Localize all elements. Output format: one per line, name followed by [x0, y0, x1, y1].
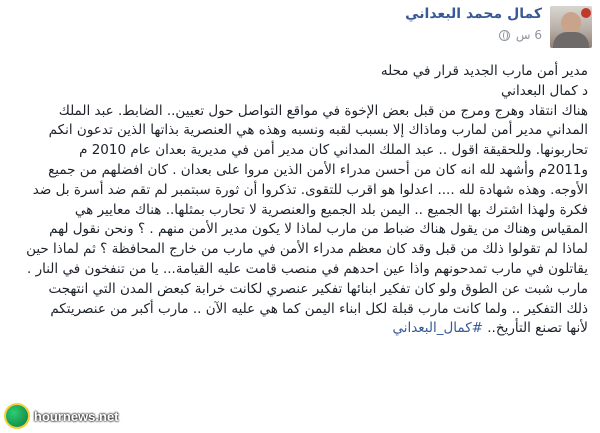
post-body — [10, 62, 588, 339]
author-avatar[interactable] — [550, 6, 592, 48]
post-byline: د كمال البعداني — [500, 82, 588, 99]
post-text-line: المداني مدير أمن لمارب وماذاك إلا بسبب لقبه ونسبه وهذه هي العنصرية بذاتها الذين تدعون انكم — [48, 122, 588, 139]
author-name[interactable]: كمال محمد البعداني — [405, 6, 542, 22]
hashtag-link[interactable]: #كمال_البعداني — [392, 320, 483, 337]
watermark-text: hournews.net — [34, 408, 119, 424]
avatar-shoulders — [553, 32, 589, 48]
post-text-line: ذلك التفكير .. ولما كانت مارب قبلة لكل ابناء اليمن كما هي عليه الآن .. مارب أكبر من عنصريتكم — [50, 300, 588, 317]
post-text-line: يقاتلون في مارب تمدحونهم واذا عين احدهم في منصب قامت عليه القيامة... يا من تنفخون في النار . — [27, 260, 588, 277]
watermark-logo-icon — [4, 403, 30, 429]
post-meta — [499, 28, 542, 42]
globe-icon — [499, 30, 510, 41]
post-header — [0, 0, 600, 56]
post-text-fragment: لأنها تصنع التأريخ.. — [487, 320, 588, 337]
post-text-line: فكرة ولهذا اشترك بها الجميع .. اليمن بلد الجميع والعنصرية لا تحارب بمثلها.. هناك معايير هي — [74, 201, 588, 218]
post-time[interactable]: 6 س — [515, 28, 542, 42]
post-text-line: هناك انتقاد وهرج ومرج من قبل بعض الإخوة في مواقع التواصل حول تعيين.. الضابط. عبد الملك — [58, 102, 588, 119]
avatar-badge — [581, 8, 591, 18]
post-text-line: تحاربونها. وللحقيقة اقول .. عبد الملك المداني كان مدير أمن في مديرية بعدان عام 2010 م — [79, 142, 588, 159]
post-last-line — [10, 319, 588, 339]
post-text-line: و2011م وأشهد لله انه كان من أحسن مدراء الأمن الذين مروا على بعدان . كان افضلهم من جميع — [48, 161, 588, 178]
watermark — [4, 403, 119, 429]
post-text-line: لماذا لم تقولوا ذلك من قبل وقد كان معظم مدراء الأمن في مارب من خارج المحافظة ؟ ثم لماذا حين — [26, 241, 588, 258]
post-text-line: المقياس وهناك من يقول هناك ضباط من مارب لماذا لا يكون مدير الأمن منهم . ؟ ونحن نقول لهم — [49, 221, 588, 238]
post-text-line: مارب شبت عن الطوق ولو كان تفكير ابنائها تفكير عنصري لكانت خرابة كبعض المدن التي انتهجت — [48, 280, 588, 297]
avatar-face — [561, 12, 581, 34]
post-title-line: مدير أمن مارب الجديد قرار في محله — [380, 63, 588, 79]
post-text-line: الأوجه. وهذه شهادة لله .... اعدلوا هو اقرب للتقوى. تذكروا أن ثورة سبتمبر لم تقم ضد أسرة بل ضد — [32, 181, 588, 198]
